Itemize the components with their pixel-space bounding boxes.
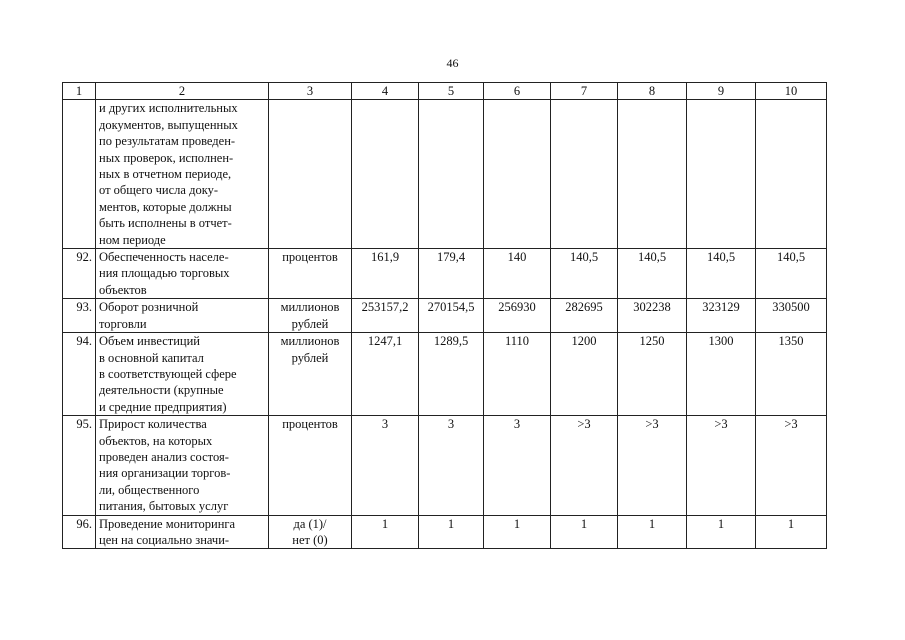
unit-line: нет (0) <box>292 532 328 547</box>
value-cell: 282695 <box>551 299 618 333</box>
value-cell: >3 <box>756 416 827 515</box>
value-cell: 140,5 <box>618 249 687 299</box>
description-line: в основной капитал <box>99 350 204 365</box>
value-cell: 3 <box>352 416 419 515</box>
value-cell <box>618 100 687 249</box>
value-cell: 179,4 <box>419 249 484 299</box>
value-cell: >3 <box>687 416 756 515</box>
header-cell: 7 <box>551 83 618 100</box>
value-cell: 140,5 <box>551 249 618 299</box>
description-line: ных в отчетном периоде, <box>99 167 232 182</box>
description-line: деятельности (крупные <box>99 383 224 398</box>
value-cell: 140,5 <box>687 249 756 299</box>
value-cell: 1289,5 <box>419 333 484 416</box>
header-cell: 2 <box>96 83 269 100</box>
page-number: 46 <box>446 56 459 70</box>
unit-line: процентов <box>282 417 338 432</box>
description-line: быть исполнены в отчет- <box>99 216 232 231</box>
indicator-description <box>96 299 269 333</box>
value-cell: 1 <box>756 515 827 549</box>
description-line: и средние предприятия) <box>99 399 227 414</box>
row-number: 96. <box>63 515 96 549</box>
value-cell: 140,5 <box>756 249 827 299</box>
description-line: Объем инвестиций <box>99 334 200 349</box>
row-number: 95. <box>63 416 96 515</box>
header-cell: 5 <box>419 83 484 100</box>
value-cell <box>484 100 551 249</box>
header-cell: 3 <box>269 83 352 100</box>
value-cell <box>419 100 484 249</box>
value-cell: 1200 <box>551 333 618 416</box>
row-number <box>63 100 96 249</box>
unit-line: миллионов <box>280 334 340 349</box>
description-line: от общего числа доку- <box>99 183 219 198</box>
description-line: проведен анализ состоя- <box>99 449 229 464</box>
header-cell: 1 <box>63 83 96 100</box>
indicator-description <box>96 100 269 249</box>
unit-of-measure <box>269 333 352 416</box>
table-row <box>63 299 827 333</box>
description-line: документов, выпущенных <box>99 117 238 132</box>
table-row <box>63 333 827 416</box>
description-line: ментов, которые должны <box>99 199 232 214</box>
description-line: и других исполнительных <box>99 101 238 116</box>
value-cell: 1 <box>551 515 618 549</box>
row-number: 92. <box>63 249 96 299</box>
unit-of-measure <box>269 416 352 515</box>
value-cell: 253157,2 <box>352 299 419 333</box>
value-cell: 1247,1 <box>352 333 419 416</box>
unit-of-measure <box>269 100 352 249</box>
unit-line: миллионов <box>280 300 340 315</box>
header-cell: 8 <box>618 83 687 100</box>
value-cell: 1 <box>618 515 687 549</box>
value-cell: 270154,5 <box>419 299 484 333</box>
value-cell: 256930 <box>484 299 551 333</box>
description-line: Проведение мониторинга <box>99 516 236 531</box>
description-line: Обеспеченность населе- <box>99 250 229 265</box>
description-line: по результатам проведен- <box>99 134 236 149</box>
description-line: в соответствующей сфере <box>99 366 237 381</box>
unit-line: процентов <box>282 250 338 265</box>
description-line: Прирост количества <box>99 417 207 432</box>
description-line: ли, общественного <box>99 482 200 497</box>
value-cell <box>551 100 618 249</box>
description-line: ния организации торгов- <box>99 466 231 481</box>
indicators-table <box>62 82 827 549</box>
value-cell <box>352 100 419 249</box>
value-cell: 1 <box>484 515 551 549</box>
row-number: 93. <box>63 299 96 333</box>
value-cell: 1 <box>687 515 756 549</box>
table-row <box>63 416 827 515</box>
description-line: объектов <box>99 282 147 297</box>
unit-line: рублей <box>291 350 329 365</box>
header-cell: 10 <box>756 83 827 100</box>
description-line: Оборот розничной <box>99 300 199 315</box>
header-cell: 4 <box>352 83 419 100</box>
table-row <box>63 100 827 249</box>
value-cell: 3 <box>419 416 484 515</box>
value-cell <box>687 100 756 249</box>
value-cell: 140 <box>484 249 551 299</box>
value-cell: >3 <box>618 416 687 515</box>
indicator-description <box>96 416 269 515</box>
unit-line: да (1)/ <box>293 516 327 531</box>
header-cell: 9 <box>687 83 756 100</box>
indicator-description <box>96 249 269 299</box>
indicator-description <box>96 515 269 549</box>
header-cell: 6 <box>484 83 551 100</box>
value-cell: 3 <box>484 416 551 515</box>
row-number: 94. <box>63 333 96 416</box>
table-row <box>63 249 827 299</box>
description-line: торговли <box>99 316 147 331</box>
unit-of-measure <box>269 299 352 333</box>
value-cell: 161,9 <box>352 249 419 299</box>
table-row <box>63 515 827 549</box>
unit-of-measure <box>269 515 352 549</box>
indicator-description <box>96 333 269 416</box>
value-cell: 1 <box>352 515 419 549</box>
header-row <box>63 83 827 100</box>
unit-of-measure <box>269 249 352 299</box>
value-cell: 1350 <box>756 333 827 416</box>
value-cell: 1110 <box>484 333 551 416</box>
value-cell: >3 <box>551 416 618 515</box>
description-line: цен на социально значи- <box>99 532 230 547</box>
value-cell: 1250 <box>618 333 687 416</box>
value-cell: 330500 <box>756 299 827 333</box>
value-cell: 323129 <box>687 299 756 333</box>
value-cell: 1 <box>419 515 484 549</box>
description-line: ном периоде <box>99 232 166 247</box>
description-line: ных проверок, исполнен- <box>99 150 234 165</box>
description-line: объектов, на которых <box>99 433 213 448</box>
value-cell: 302238 <box>618 299 687 333</box>
value-cell <box>756 100 827 249</box>
description-line: питания, бытовых услуг <box>99 499 229 514</box>
description-line: ния площадью торговых <box>99 266 230 281</box>
unit-line: рублей <box>291 316 329 331</box>
value-cell: 1300 <box>687 333 756 416</box>
